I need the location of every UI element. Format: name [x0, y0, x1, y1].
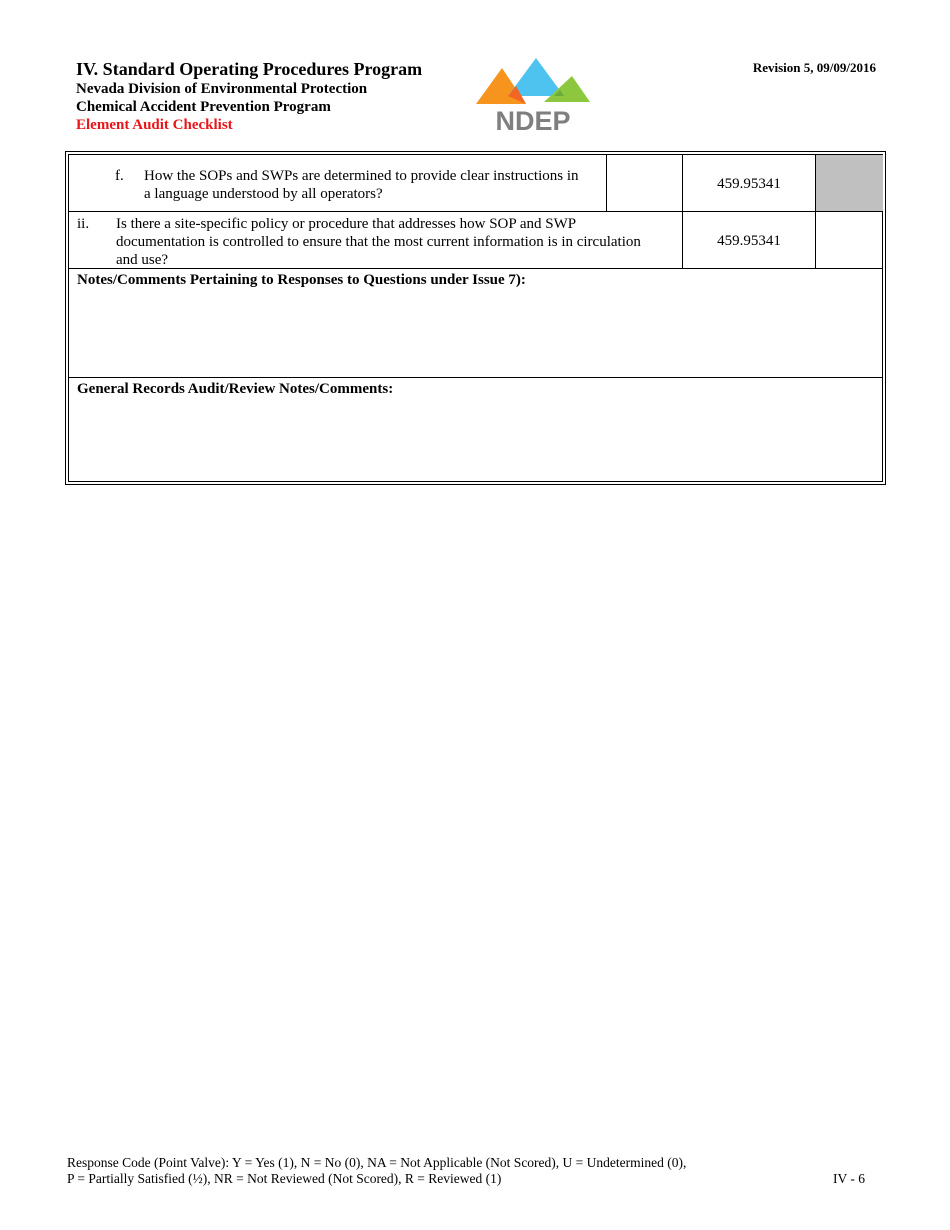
row-f-shaded-cell — [816, 155, 883, 211]
row-f-reference: 459.95341 — [717, 176, 781, 192]
row-ii-reference: 459.95341 — [717, 233, 781, 249]
page-title: IV. Standard Operating Procedures Program — [76, 59, 423, 79]
notes-heading: Notes/Comments Pertaining to Responses to Questions under Issue 7): — [77, 272, 526, 288]
row-ii-text-2: documentation is controlled to ensure that the most current information is in circulation — [116, 234, 641, 250]
checklist-label: Element Audit Checklist — [76, 117, 233, 133]
general-notes-heading: General Records Audit/Review Notes/Comments: — [77, 381, 394, 397]
agency-name: Nevada Division of Environmental Protection — [76, 81, 368, 97]
response-code-legend — [67, 1155, 686, 1187]
ndep-logo — [474, 56, 592, 134]
legend-line-1: Response Code (Point Valve): Y = Yes (1), N = No (0), NA = Not Applicable (Not Scored), U = Undetermined (0), — [67, 1155, 687, 1170]
row-f-text-1: How the SOPs and SWPs are determined to provide clear instructions in — [144, 168, 579, 184]
row-f-text-2: a language understood by all operators? — [144, 186, 383, 202]
row-ii-text-1: Is there a site-specific policy or procedure that addresses how SOP and SWP — [116, 216, 577, 232]
program-name: Chemical Accident Prevention Program — [76, 99, 331, 115]
row-ii-marker: ii. — [77, 216, 90, 232]
page-number: IV - 6 — [833, 1171, 865, 1186]
row-f-marker: f. — [115, 168, 124, 184]
logo-text: NDEP — [495, 106, 571, 134]
audit-table — [65, 151, 886, 485]
row-ii-text-3: and use? — [116, 252, 169, 268]
legend-line-2: P = Partially Satisfied (½), NR = Not Reviewed (Not Scored), R = Reviewed (1) — [67, 1171, 502, 1186]
revision-label: Revision 5, 09/09/2016 — [752, 60, 876, 75]
